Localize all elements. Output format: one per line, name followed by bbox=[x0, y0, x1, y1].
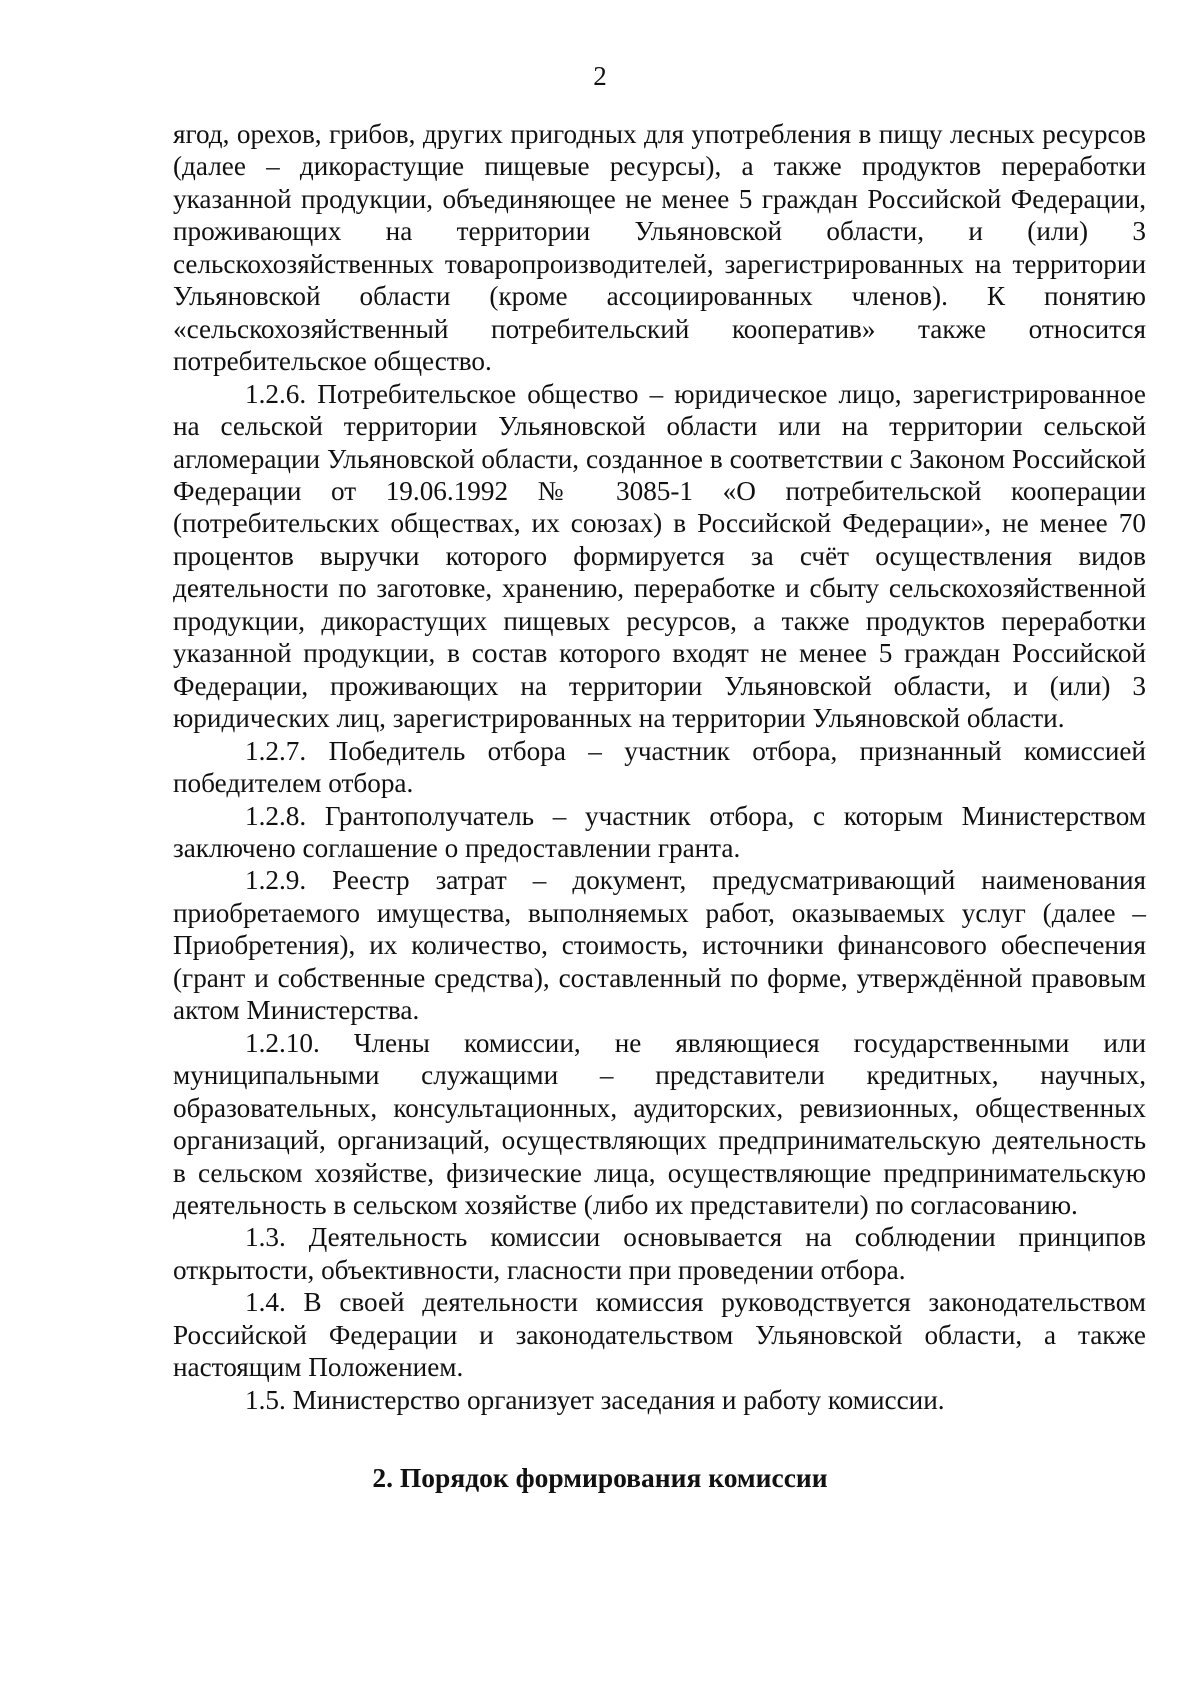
paragraph-1-5-ministry: 1.5. Министерство организует заседания и работу комиссии. bbox=[245, 1384, 945, 1415]
page-number: 2 bbox=[593, 61, 607, 91]
paragraph-cooperative-definition-continued: ягод, орехов, грибов, других пригодных для употребления в пищу лесных ресурсов (далее – дикорастущие пищевые ресурсы), а также продуктов переработки указанной продукции, объединяющее не менее 5 граждан Российской Федерации, проживающих на территории Ульяновской области, и (или) 3 сельскохозяйственных товаропроизводителей, зарегистрированных на территории Ульяновской области (кроме ассоциированных членов). К понятию «сельскохозяйственный потребительский кооператив» также относится потребительское общество. bbox=[173, 119, 1146, 377]
paragraph-1-3-principles: 1.3. Деятельность комиссии основывается на соблюдении принципов открытости, объективности, гласности при проведении отбора. bbox=[173, 1222, 1146, 1285]
paragraph-1-4-legislation: 1.4. В своей деятельности комиссия руководствуется законодательством Российской Федерации и законодательством Ульяновской области, а также настоящим Положением. bbox=[173, 1287, 1146, 1383]
paragraph-1-2-7-selection-winner: 1.2.7. Победитель отбора – участник отбора, признанный комиссией победителем отбора. bbox=[173, 735, 1146, 799]
paragraph-1-2-10-commission-members: 1.2.10. Члены комиссии, не являющиеся государственными или муниципальными служащими – представители кредитных, научных, образовательных, консультационных, аудиторских, ревизионных, общественных организаций, организаций, осуществляющих предпринимательскую деятельность в сельском хозяйстве, физические лица, осуществляющие предпринимательскую деятельность в сельском хозяйстве (либо их представители) по согласованию. bbox=[173, 1027, 1146, 1220]
body-text bbox=[173, 118, 1146, 1416]
paragraph-1-2-8-grant-recipient: 1.2.8. Грантополучатель – участник отбора, с которым Министерством заключено соглашение о предоставлении гранта. bbox=[173, 800, 1146, 863]
paragraph-1-2-9-cost-register: 1.2.9. Реестр затрат – документ, предусматривающий наименования приобретаемого имущества, выполняемых работ, оказываемых услуг (далее – Приобретения), их количество, стоимость, источники финансового обеспечения (грант и собственные средства), составленный по форме, утверждённой правовым актом Министерства. bbox=[173, 865, 1146, 1026]
paragraph-1-2-6-consumer-society: 1.2.6. Потребительское общество – юридическое лицо, зарегистрированное на сельской территории Ульяновской области или на территории сельской агломерации Ульяновской области, созданное в соответствии с Законом Российской Федерации от 19.06.1992 № 3085-1 «О потребительской кооперации (потребительских обществах, их союзах) в Российской Федерации», не менее 70 процентов выручки которого формируется за счёт осуществления видов деятельности по заготовке, хранению, переработке и сбыту сельскохозяйственной продукции, дикорастущих пищевых ресурсов, а также продуктов переработки указанной продукции, в состав которого входят не менее 5 граждан Российской Федерации, проживающих на территории Ульяновской области, и (или) 3 юридических лиц, зарегистрированных на территории Ульяновской области. bbox=[173, 378, 1146, 734]
section-heading: 2. Порядок формирования комиссии bbox=[372, 1462, 828, 1493]
